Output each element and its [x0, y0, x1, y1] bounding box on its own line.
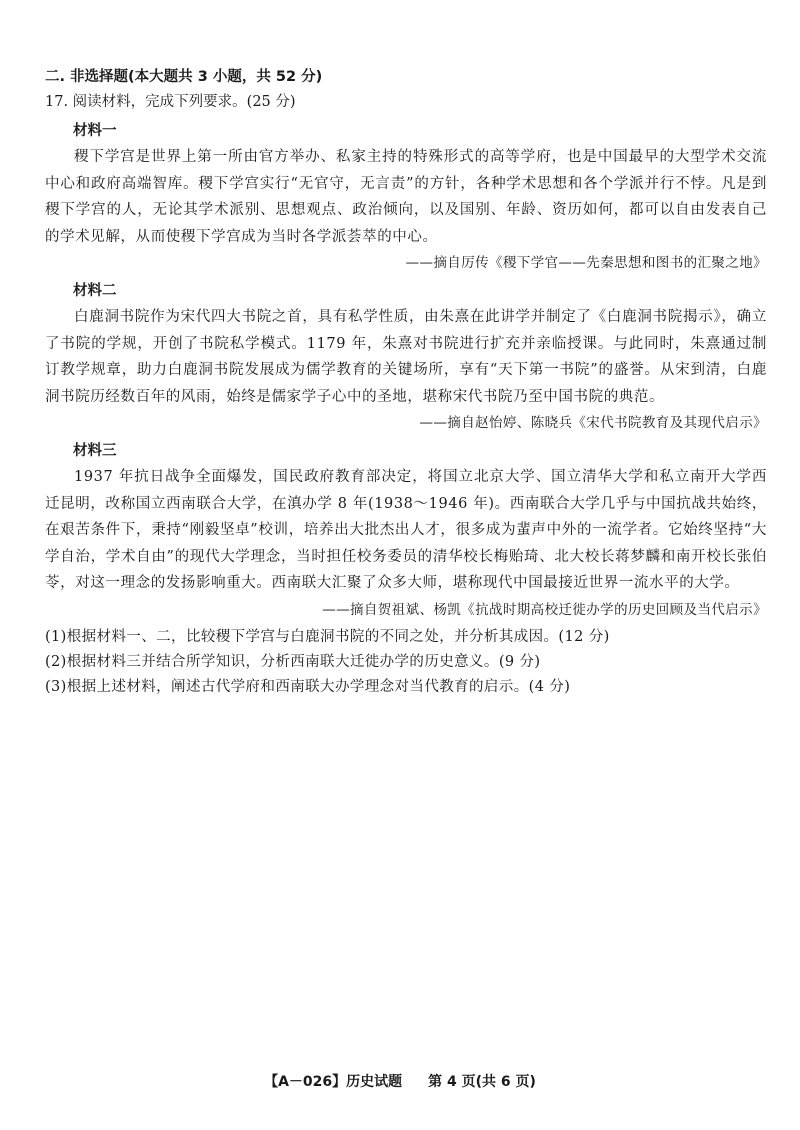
sub-question-3: (3)根据上述材料，阐述古代学府和西南联大办学理念对当代教育的启示。(4 分)	[45, 678, 571, 695]
material-1	[45, 118, 767, 276]
sub-question-2: (2)根据材料三并结合所学知识，分析西南联大迁徙办学的历史意义。(9 分)	[45, 653, 541, 670]
material-2-source: ——摘自赵怡婷、陈晓兵《宋代书院教育及其现代启示》	[419, 415, 767, 431]
material-3	[45, 438, 767, 623]
question-title: 17. 阅读材料，完成下列要求。(25 分)	[45, 94, 296, 110]
material-1-heading: 材料一	[73, 123, 117, 139]
section-title: 二. 非选择题(本大题共 3 小题，共 52 分)	[45, 69, 323, 85]
question-content	[45, 64, 767, 700]
material-2	[45, 278, 767, 436]
sub-question-1: (1)根据材料一、二，比较稷下学宫与白鹿洞书院的不同之处，并分析其成因。(12 分)	[45, 628, 610, 645]
material-3-heading: 材料三	[73, 443, 117, 459]
page-footer	[0, 1072, 800, 1092]
page-number: 第 4 页(共 6 页)	[428, 1074, 536, 1090]
material-2-body: 白鹿洞书院作为宋代四大书院之首，具有私学性质，由朱熹在此讲学并制定了《白鹿洞书院揭示》，确立了书院的学规，开创了书院私学模式。1179 年，朱熹对书院进行扩充并亲临授课。与此同时，朱熹通过制订教学规章，助力白鹿洞书院发展成为儒学教育的关键场所，享有“天下第一书院”的盛誉。从宋到清，白鹿洞书院历经数百年的风雨，始终是儒家学子心中的圣地，堪称宋代书院乃至中国书院的典范。	[45, 309, 767, 405]
material-1-body: 稷下学宫是世界上第一所由官方举办、私家主持的特殊形式的高等学府，也是中国最早的大型学术交流中心和政府高端智库。稷下学宫实行“无官守，无言责”的方针，各种学术思想和各个学派并行不悖。凡是到稷下学宫的人，无论其学术派别、思想观点、政治倾向，以及国别、年龄、资历如何，都可以自由发表自己的学术见解，从而使稷下学宫成为当时各学派荟萃的中心。	[45, 149, 767, 245]
exam-code: 【A－026】历史试题	[264, 1074, 403, 1090]
material-2-heading: 材料二	[73, 283, 117, 299]
sub-questions	[45, 625, 767, 700]
material-3-source: ——摘自贺祖斌、杨凯《抗战时期高校迁徙办学的历史回顾及当代启示》	[322, 601, 767, 618]
material-3-body: 1937 年抗日战争全面爆发，国民政府教育部决定，将国立北京大学、国立清华大学和私立南开大学西迁昆明，改称国立西南联合大学，在滇办学 8 年(1938～1946 年)。西南联合大学几乎与中国抗战共始终，在艰苦条件下，秉持“刚毅坚卓”校训，培养出大批杰出人才，很多成为蜚声中外的一流学者。它始终坚持“大学自治，学术自由”的现代大学理念，当时担任校务委员的清华校长梅贻琦、北大校长蒋梦麟和南开校长张伯苓，对这一理念的发扬影响重大。西南联大汇聚了众多大师，堪称现代中国最接近世界一流水平的大学。	[45, 469, 767, 591]
material-1-source: ——摘自厉传《稷下学官——先秦思想和图书的汇聚之地》	[405, 255, 767, 271]
